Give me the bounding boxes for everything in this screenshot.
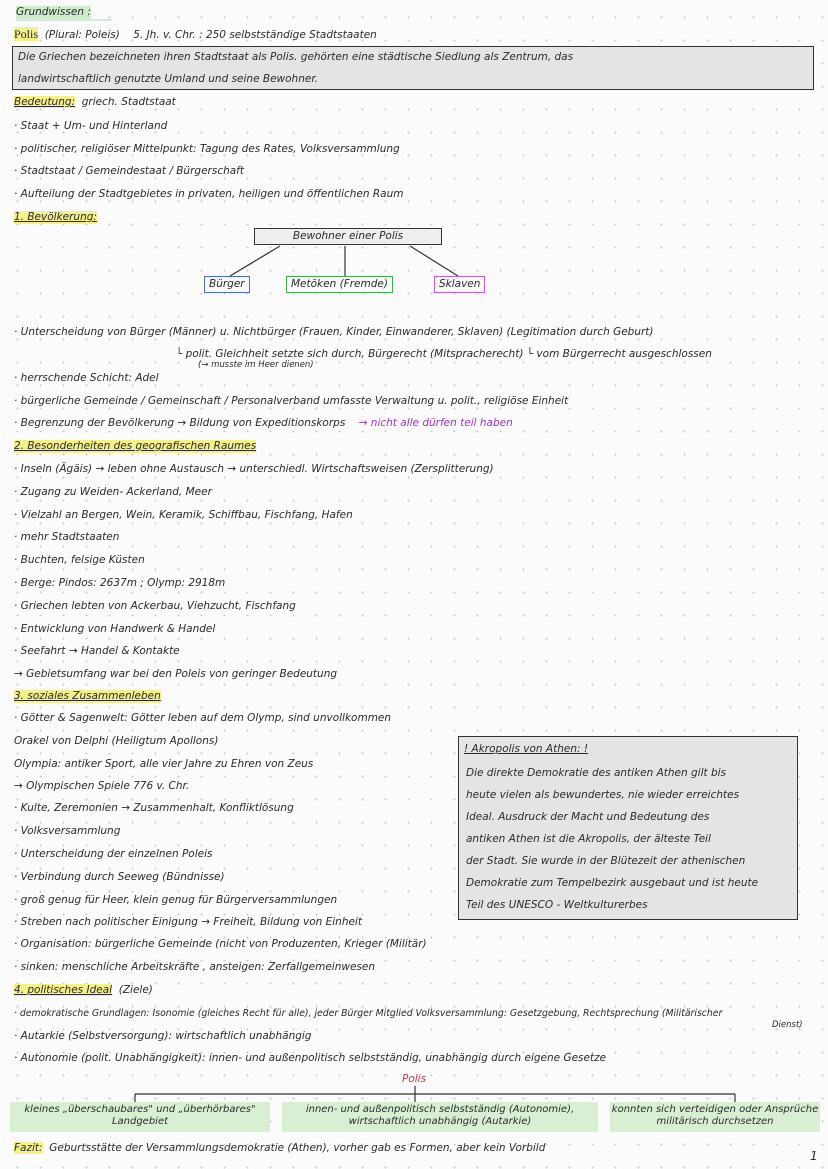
section1-point: · herrschende Schicht: Adel [14, 372, 159, 384]
definition-line-1: Die Griechen bezeichneten ihren Stadtstaat als Polis. gehörten eine städtische Siedlung als Zentrum, das [18, 51, 574, 63]
heer-note: (→ musste im Heer dienen) [198, 360, 314, 370]
polis-label: Polis [402, 1073, 427, 1085]
section2-point: · Vielzahl an Bergen, Wein, Keramik, Schiffbau, Fischfang, Hafen [14, 509, 353, 521]
bedeutung-line [14, 96, 176, 109]
section1-title: 1. Bevölkerung: [14, 211, 97, 223]
section2-point: · Buchten, felsige Küsten [14, 554, 145, 566]
section2-point: · Griechen lebten von Ackerbau, Viehzucht, Fischfang [14, 600, 296, 612]
polis-century: 5. Jh. v. Chr. : 250 selbstständige Stadtstaaten [133, 29, 377, 41]
section3-point: · Kulte, Zeremonien → Zusammenhalt, Konfliktlösung [14, 802, 294, 814]
diagram-node-buerger: Bürger [204, 276, 250, 293]
page-number: 1 [810, 1149, 818, 1163]
section2-point: · Inseln (Ägäis) → leben ohne Austausch → unterschiedl. Wirtschaftsweisen (Zersplitterung) [14, 463, 494, 475]
bedeutung-point: · Aufteilung der Stadtgebietes in privaten, heiligen und öffentlichen Raum [14, 188, 404, 200]
section2-point: → Gebietsumfang war bei den Poleis von geringer Bedeutung [14, 668, 338, 680]
polis-cell-autonomie: innen- und außenpolitisch selbstständig (Autonomie), wirtschaftlich unabhängig (Autarkie) [282, 1102, 598, 1132]
section4-point: · Autarkie (Selbstversorgung): wirtschaftlich unabhängig [14, 1030, 312, 1042]
purple-note: → nicht alle dürfen teil haben [358, 417, 513, 429]
section3-point: · Unterscheidung der einzelnen Poleis [14, 848, 213, 860]
section3-point: · Organisation: bürgerliche Gemeinde (nicht von Produzenten, Krieger (Militär) [14, 938, 427, 950]
section2-point: · Berge: Pindos: 2637m ; Olymp: 2918m [14, 577, 226, 589]
bedeutung-point: · politischer, religiöser Mittelpunkt: Tagung des Rates, Volksversammlung [14, 143, 400, 155]
section3-point: Olympia: antiker Sport, alle vier Jahre zu Ehren von Zeus [14, 758, 314, 770]
diagram-root: Bewohner einer Polis [254, 228, 442, 245]
fazit-line [14, 1142, 545, 1155]
section3-point: · Götter & Sagenwelt: Götter leben auf dem Olymp, sind unvollkommen [14, 712, 392, 724]
section1-point-text: · Begrenzung der Bevölkerung → Bildung von Expeditionskorps [14, 417, 346, 429]
section4-point: · Autonomie (polit. Unabhängigkeit): innen- und außenpolitisch selbstständig, unabhängig durch eigene Gesetze [14, 1052, 607, 1064]
section3-point: Orakel von Delphi (Heiligtum Apollons) [14, 735, 219, 747]
bedeutung-label: Bedeutung: [14, 96, 76, 108]
definition-line-2: landwirtschaftlich genutzte Umland und seine Bewohner. [18, 73, 319, 85]
section2-title: 2. Besonderheiten des geografischen Raumes [14, 440, 257, 452]
diagram-node-metoeken: Metöken (Fremde) [286, 276, 393, 293]
akropolis-line: antiken Athen ist die Akropolis, der älteste Teil [466, 833, 711, 845]
akropolis-title: ! Akropolis von Athen: ! [464, 743, 589, 755]
section3-point: · Volksversammlung [14, 825, 121, 837]
section3-point: · sinken: menschliche Arbeitskräfte , ansteigen: Zerfallgemeinwesen [14, 961, 375, 973]
polis-word: Polis [14, 27, 39, 41]
section2-point: · Zugang zu Weiden- Ackerland, Meer [14, 486, 212, 498]
dienst-note: Dienst) [772, 1020, 803, 1030]
bedeutung-point: · Stadtstaat / Gemeindestaat / Bürgerschaft [14, 165, 244, 177]
akropolis-line: der Stadt. Sie wurde in der Blütezeit der athenischen [466, 855, 746, 867]
bedeutung-point: · Staat + Um- und Hinterland [14, 120, 168, 132]
polit-note: └ polit. Gleichheit setzte sich durch, Bürgerecht (Mitspracherecht) └ vom Bürgerrecht ausgeschlossen [176, 348, 712, 360]
akropolis-line: Ideal. Ausdruck der Macht und Bedeutung des [466, 811, 710, 823]
section3-point: · Streben nach politischer Einigung → Freiheit, Bildung von Einheit [14, 916, 362, 928]
section3-point: · Verbindung durch Seeweg (Bündnisse) [14, 871, 225, 883]
section2-point: · Entwicklung von Handwerk & Handel [14, 623, 216, 635]
bedeutung-value: griech. Stadtstaat [81, 96, 176, 108]
akropolis-line: Demokratie zum Tempelbezirk ausgebaut und ist heute [466, 877, 759, 889]
section4-title: 4. politisches Ideal [14, 984, 113, 996]
section2-point: · Seefahrt → Handel & Kontakte [14, 645, 180, 657]
section3-point: · groß genug für Heer, klein genug für Bürgerversammlungen [14, 894, 338, 906]
section1-point: · bürgerliche Gemeinde / Gemeinschaft / Personalverband umfasste Verwaltung u. polit., religiöse Einheit [14, 395, 569, 407]
akropolis-line: heute vielen als bewundertes, nie wieder erreichtes [466, 789, 740, 801]
section4-title-line [14, 984, 153, 997]
section4-suffix: (Ziele) [118, 984, 153, 996]
polis-plural: (Plural: Poleis) [44, 29, 120, 41]
fazit-label: Fazit: [14, 1142, 43, 1154]
polis-line [14, 28, 377, 42]
polis-cell-verteidigung: konnten sich verteidigen oder Ansprüche militärisch durchsetzen [610, 1102, 820, 1132]
section3-point: → Olympischen Spiele 776 v. Chr. [14, 780, 190, 792]
section1-point [14, 417, 513, 430]
section3-title: 3. soziales Zusammenleben [14, 690, 161, 702]
section2-point: · mehr Stadtstaaten [14, 531, 120, 543]
fazit-text: Geburtsstätte der Versammlungsdemokratie (Athen), vorher gab es Formen, aber kein Vorbild [49, 1142, 546, 1154]
polis-cell-landgebiet: kleines „überschaubares" und „überhörbares" Landgebiet [10, 1102, 270, 1132]
akropolis-line: Teil des UNESCO - Weltkulturerbes [466, 899, 648, 911]
diagram-node-sklaven: Sklaven [434, 276, 485, 293]
section4-point: · demokratische Grundlagen: Isonomie (gleiches Recht für alle), jeder Bürger Mitglied Volksversammlung: Gesetzgebung, Rechtsprechung (Militärischer [14, 1008, 723, 1019]
page-heading: Grundwissen : [16, 6, 91, 18]
unterscheidung-line: · Unterscheidung von Bürger (Männer) u. Nichtbürger (Frauen, Kinder, Einwanderer, Sklaven) (Legitimation durch Geburt) [14, 326, 654, 338]
akropolis-line: Die direkte Demokratie des antiken Athen gilt bis [466, 767, 727, 779]
